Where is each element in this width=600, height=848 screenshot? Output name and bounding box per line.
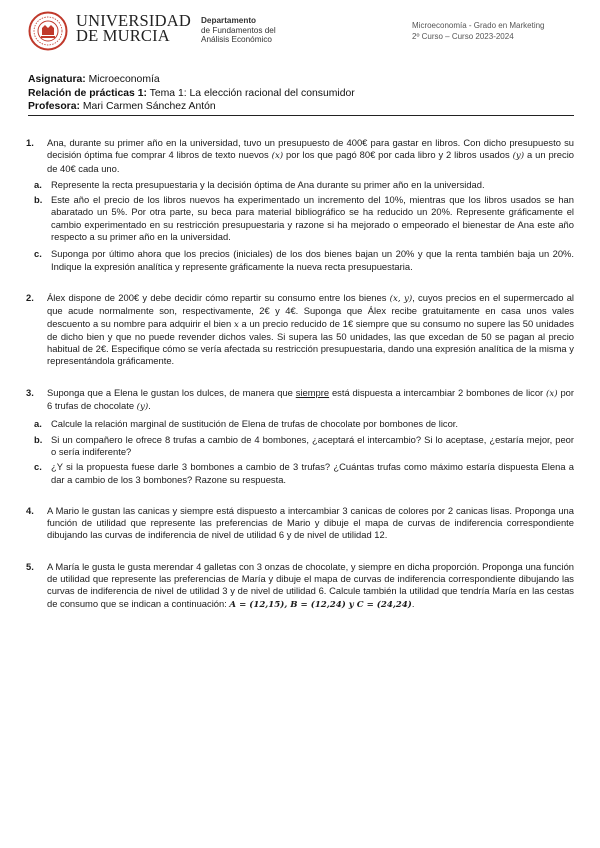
teacher-value: Mari Carmen Sánchez Antón — [82, 101, 216, 113]
practice-label: Relación de prácticas 1: — [28, 87, 147, 99]
question-text: Álex dispone de 200€ y debe decidir cómo repartir su consumo entre los bienes — [47, 291, 390, 303]
teacher-label: Profesora: — [28, 101, 80, 113]
practice-line — [28, 87, 578, 101]
sub-letter: a. — [34, 178, 42, 190]
question-text: . — [411, 597, 415, 609]
math-expression: A = (12,15), B = (12,24) y C = (24,24) — [229, 599, 412, 610]
question-5 — [26, 561, 574, 611]
divider — [28, 115, 574, 116]
math-variable: (x) — [546, 388, 558, 399]
department-line: de Fundamentos del — [201, 25, 276, 35]
question-text: A María le gusta le gusta merendar 4 galletas con 3 onzas de chocolate, y siempre en dicha proporción. Proponga una función de utilidad que represente las preferencias de María y dibuje el mapa de curvas de indiferencia correspondiente dibujando las curvas de indiferencia de nivel de utilidad 3 y de nivel de utilidad 6. Calcule también la utilidad que tendría María en las cestas de consumo que se indican a continuación: — [47, 560, 574, 609]
sub-text: Este año el precio de los libros nuevos ha experimentado un incremento del 10%, mientras que los libros usados se han abaratado un 5%. Por otra parte, su beca para material bibliográfico se ha reducido un 20%. Represente gráficamente el cambio experimentado en su restricción presupuestaria y razone si ha mejorado o empeorado el bienestar de Ana este año respecto a su primer año en la universidad. — [51, 194, 574, 243]
question-text: está dispuesta a intercambiar 2 bombones de licor — [329, 386, 547, 398]
department-name — [201, 16, 276, 45]
header — [28, 10, 578, 54]
math-variable: (y) — [136, 402, 149, 413]
subject-line — [28, 73, 578, 87]
question-1 — [26, 137, 574, 175]
question-2 — [26, 292, 574, 368]
subject-value: Microeconomía — [88, 74, 160, 85]
math-variable: x — [233, 319, 239, 330]
question-text: a un precio de 40€ cada uno. — [47, 149, 574, 174]
math-variable: (x) — [271, 151, 284, 162]
math-variable: (y) — [512, 151, 525, 162]
question-text: . — [148, 400, 151, 412]
question-3b — [34, 434, 574, 459]
course-line: Microeconomía - Grado en Marketing — [412, 21, 545, 30]
question-number: 5. — [26, 560, 34, 572]
question-text: Suponga que a Elena le gustan los dulces, de manera que — [47, 386, 296, 398]
course-info — [412, 20, 545, 42]
university-seal-icon — [28, 11, 68, 51]
exercise-list — [26, 137, 574, 611]
sub-letter: c. — [34, 248, 42, 260]
question-3a — [34, 418, 574, 430]
exercise-meta — [28, 73, 578, 114]
sub-text: Calcule la relación marginal de sustitución de Elena de trufas de chocolate por bombones de licor. — [51, 418, 459, 430]
university-name — [76, 11, 191, 45]
sub-letter: a. — [34, 418, 42, 430]
course-line: 2º Curso – Curso 2023-2024 — [412, 32, 514, 41]
question-1c — [34, 248, 574, 273]
sub-text: Represente la recta presupuestaria y la decisión óptima de Ana durante su primer año en la universidad. — [51, 178, 485, 190]
question-number: 3. — [26, 386, 34, 398]
sub-text: ¿Y si la propuesta fuese darle 3 bombones a cambio de 3 trufas? ¿Cuántas trufas como máximo estaría dispuesta Elena a dar a cambio de los 3 bombones? Razone su respuesta. — [51, 461, 574, 485]
teacher-line — [28, 100, 578, 114]
sub-letter: c. — [34, 461, 42, 473]
question-text: Ana, durante su primer año en la universidad, tuvo un presupuesto de 400€ para gastar en libros. Con dicho presupuesto su decisión óptima fue comprar 4 libros de texto nuevos — [47, 137, 574, 161]
question-number: 4. — [26, 504, 34, 516]
math-variable: (x, y) — [389, 293, 413, 304]
sub-text: Si un compañero le ofrece 8 trufas a cambio de 4 bombones, ¿aceptará el intercambio? Si lo aceptase, ¿estaría mejor, peor o sería indiferente? — [51, 433, 574, 457]
question-3c — [34, 461, 574, 486]
department-line: Departamento — [201, 16, 257, 25]
sub-text: Suponga por último ahora que los precios (iniciales) de los dos bienes bajan un 20% y que la renta también baja un 20%. Indique la expresión analítica y represente gráficamente la nueva recta presupuestaria. — [51, 248, 574, 272]
question-text: por 6 trufas de chocolate — [47, 386, 574, 412]
underlined-word: siempre — [295, 386, 330, 398]
university-name-line: DE MURCIA — [76, 25, 170, 45]
department-line: Análisis Económico — [201, 35, 272, 44]
question-1a — [34, 179, 574, 191]
question-text: A Mario le gustan las canicas y siempre está dispuesto a intercambiar 3 canicas de colores por 2 canicas lisas. Proponga una función de utilidad que represente las preferencias de Mario y dibuje el mapa de curvas de indiferencia correspondiente dibujando las curvas de indiferencia de nivel de utilidad 6 y de nivel de utilidad 12. — [47, 504, 574, 541]
question-text: por los que pagó 80€ por cada libro y 2 libros usados — [283, 149, 513, 161]
practice-value: Tema 1: La elección racional del consumidor — [149, 87, 355, 99]
question-4 — [26, 505, 574, 542]
question-text: a un precio reducido de 1€ siempre que su consumo no supere las 50 unidades de dicho bien y que no puede revender dichos vales. Si supera las 50 unidades, las que excedan de 50 se pagan al precio habitual de 2€. Especifique cómo se vería afectada su restricción presupuestaria, dando una expresión analítica de la misma y representándola gráficamente. — [47, 317, 574, 367]
question-3 — [26, 387, 574, 414]
question-number: 2. — [26, 291, 34, 303]
university-name-line: UNIVERSIDAD — [76, 11, 191, 30]
question-text: , cuyos precios en el supermercado al que acude normalmente son, respectivamente, 2€ y 4€. Suponga que Álex recibe gratuitamente en casa unos vales descuento a su nombre para adquirir el bien — [47, 291, 574, 329]
question-number: 1. — [26, 137, 34, 148]
subject-label: Asignatura: — [28, 74, 86, 85]
question-1b — [34, 194, 574, 243]
sub-letter: b. — [34, 194, 43, 206]
sub-letter: b. — [34, 433, 43, 445]
